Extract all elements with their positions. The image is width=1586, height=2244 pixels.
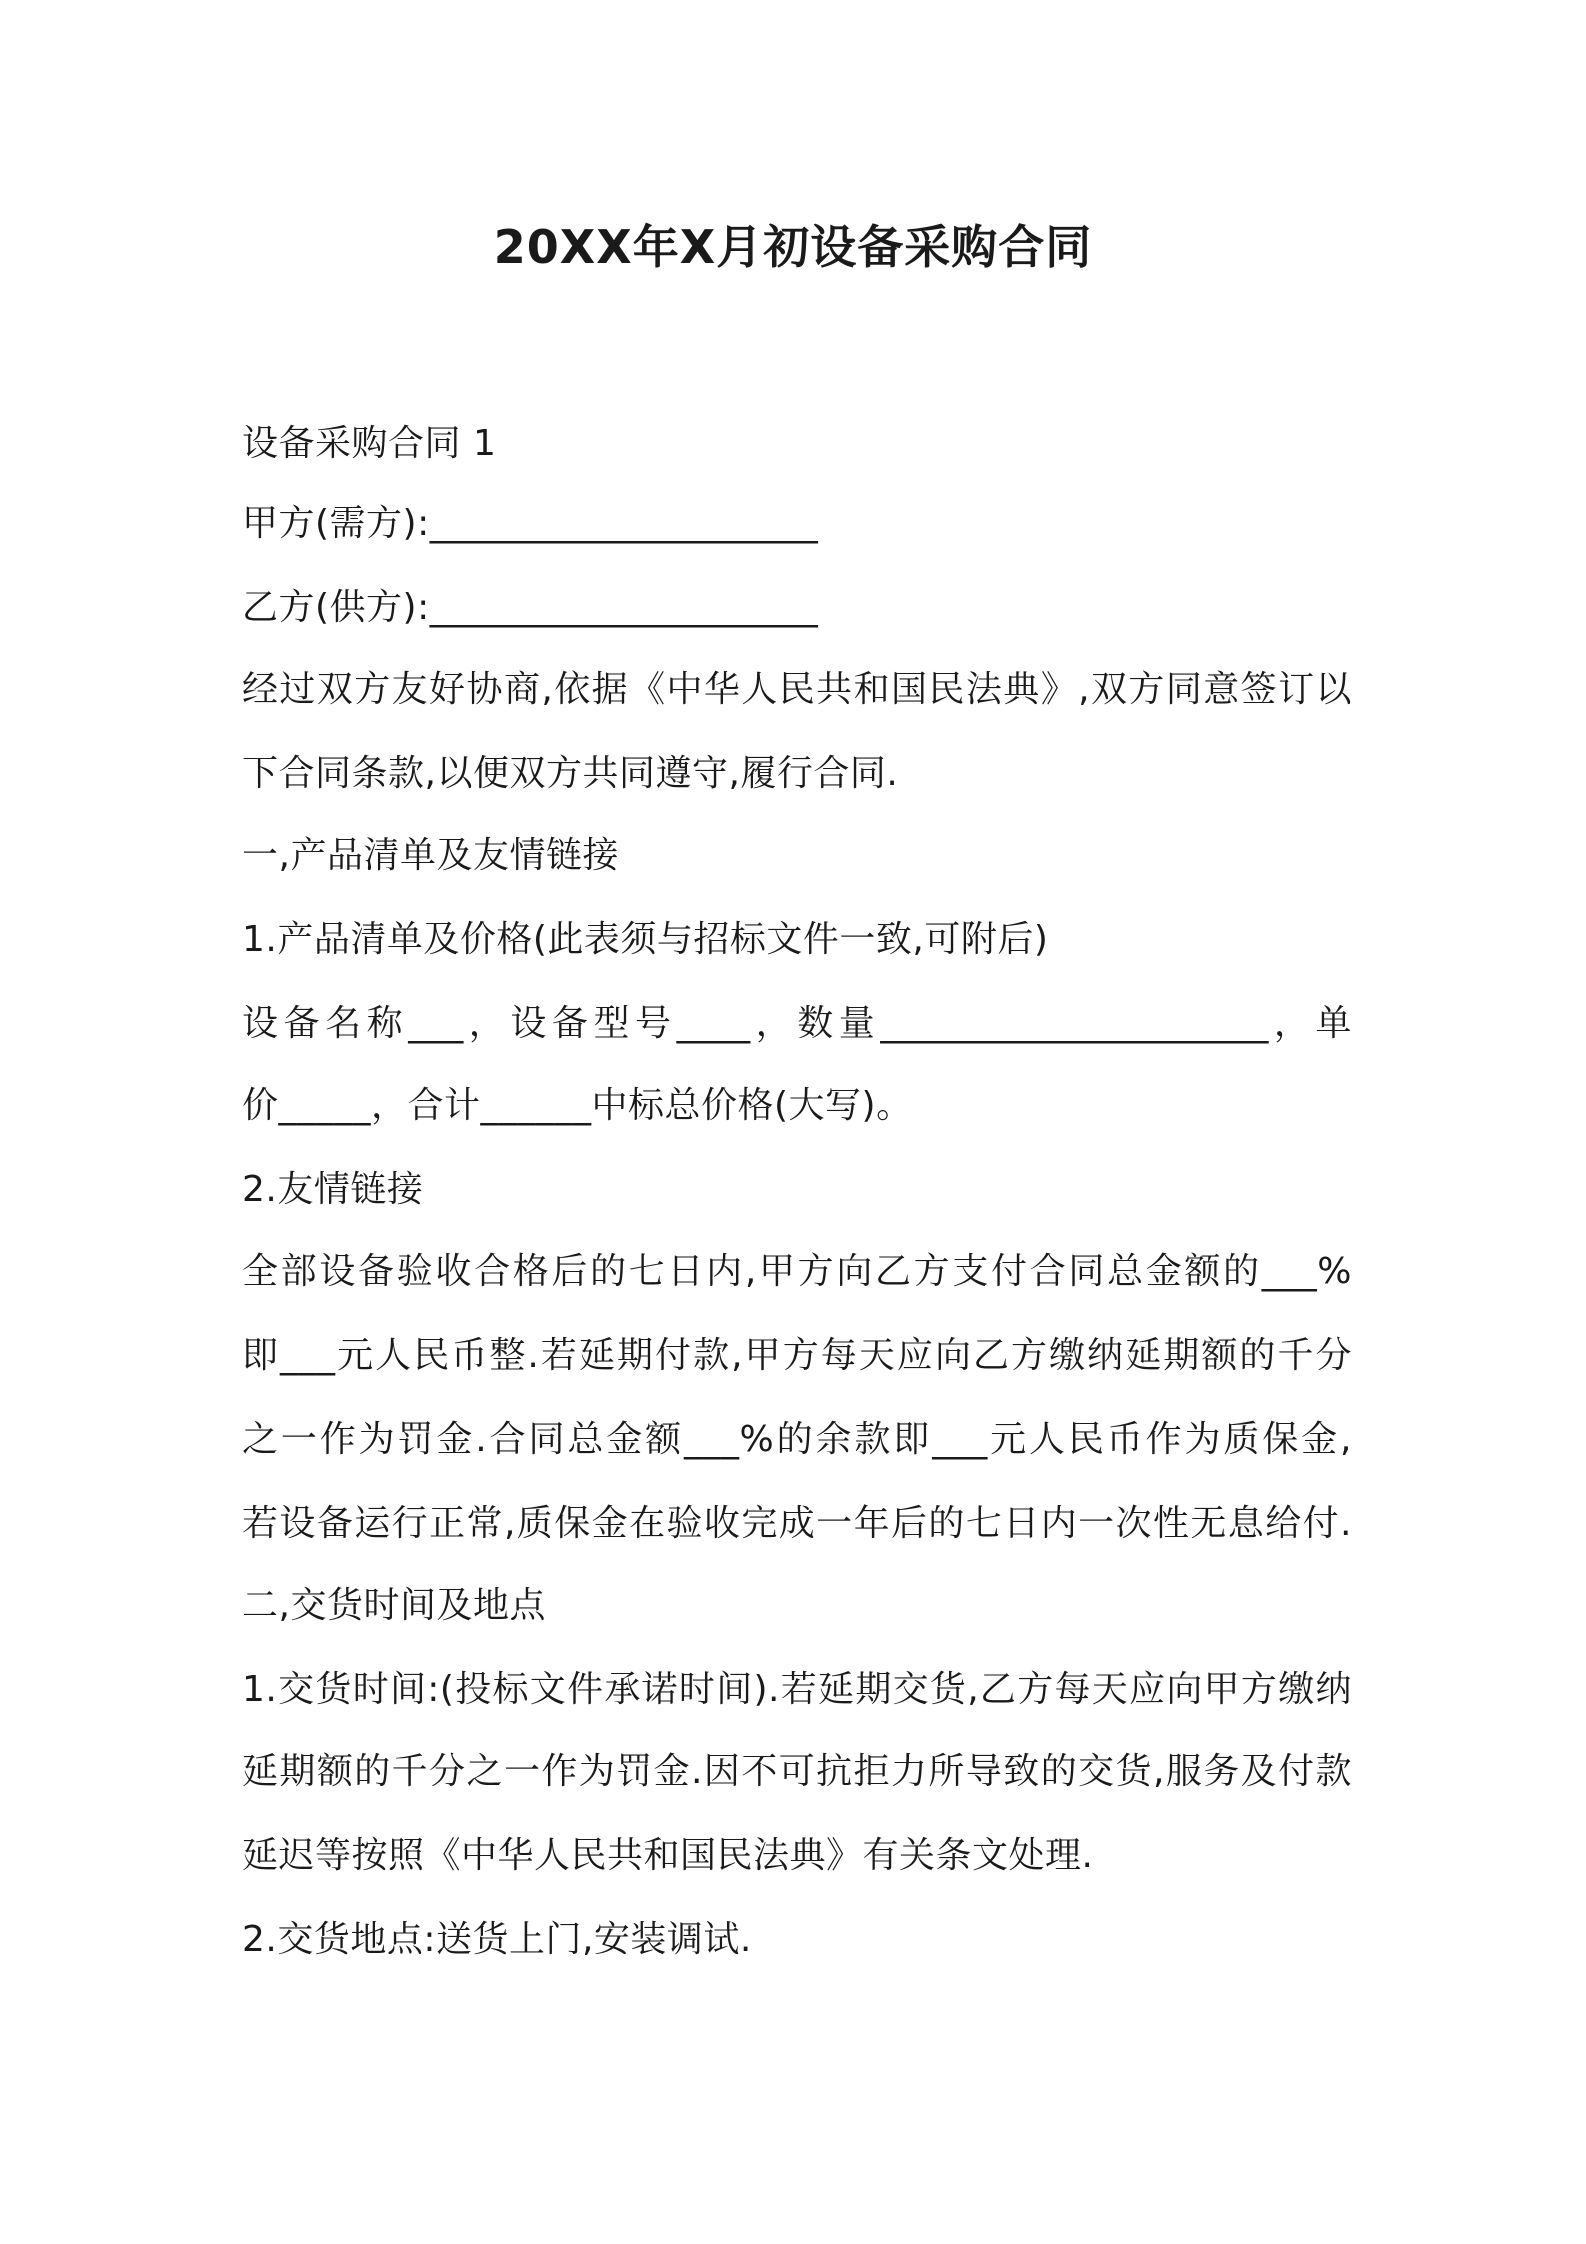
product-fields-line-1: 设备名称___，设备型号____，数量_____________________，单 bbox=[242, 1003, 1352, 1044]
payment-paragraph-line-4: 若设备运行正常,质保金在验收完成一年后的七日内一次性无息给付. bbox=[242, 1503, 1352, 1544]
intro-paragraph-line-1: 经过双方友好协商,依据《中华人民共和国民法典》,双方同意签订以 bbox=[242, 669, 1352, 710]
clause-2-heading: 2.友情链接 bbox=[242, 1169, 424, 1210]
section-heading-delivery: 二,交货时间及地点 bbox=[242, 1585, 546, 1626]
party-a-line: 甲方(需方):_____________________ bbox=[242, 503, 819, 544]
section-heading-products: 一,产品清单及友情链接 bbox=[242, 835, 619, 876]
intro-paragraph-line-2: 下合同条款,以便双方共同遵守,履行合同. bbox=[242, 753, 899, 794]
party-b-line: 乙方(供方):_____________________ bbox=[242, 587, 819, 628]
section-heading-contract-1: 设备采购合同 1 bbox=[242, 423, 497, 464]
document-title: 20XX年X月初设备采购合同 bbox=[493, 220, 1093, 274]
delivery-time-line-1: 1.交货时间:(投标文件承诺时间).若延期交货,乙方每天应向甲方缴纳 bbox=[242, 1669, 1352, 1710]
delivery-time-line-2: 延期额的千分之一作为罚金.因不可抗拒力所导致的交货,服务及付款 bbox=[242, 1751, 1352, 1792]
clause-1-heading: 1.产品清单及价格(此表须与招标文件一致,可附后) bbox=[242, 919, 1049, 960]
payment-paragraph-line-1: 全部设备验收合格后的七日内,甲方向乙方支付合同总金额的___% bbox=[242, 1251, 1352, 1292]
delivery-location-line: 2.交货地点:送货上门,安装调试. bbox=[242, 1919, 752, 1960]
payment-paragraph-line-3: 之一作为罚金.合同总金额___%的余款即___元人民币作为质保金, bbox=[242, 1419, 1352, 1460]
payment-paragraph-line-2: 即___元人民币整.若延期付款,甲方每天应向乙方缴纳延期额的千分 bbox=[242, 1335, 1352, 1376]
delivery-time-line-3: 延迟等按照《中华人民共和国民法典》有关条文处理. bbox=[242, 1835, 1094, 1876]
product-fields-line-2: 价_____，合计______中标总价格(大写)。 bbox=[242, 1085, 913, 1126]
